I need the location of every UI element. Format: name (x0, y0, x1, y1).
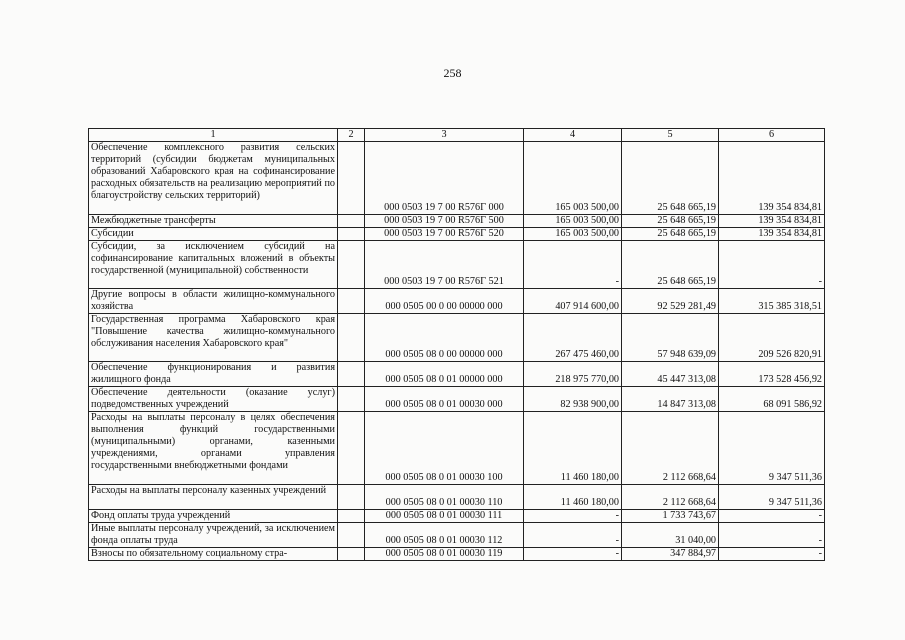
row-executed-cell: 1 733 743,67 (622, 510, 719, 523)
row-executed-cell: 2 112 668,64 (622, 412, 719, 485)
row-remainder-cell: 9 347 511,36 (719, 485, 825, 510)
row-plan-cell: - (524, 241, 622, 289)
row-col2-cell (338, 314, 365, 362)
row-code-cell: 000 0505 08 0 01 00030 111 (365, 510, 524, 523)
row-code-cell: 000 0503 19 7 00 R576Г 520 (365, 228, 524, 241)
row-name-cell: Обеспечение деятельности (оказание услуг) подведомственных учреждений (89, 387, 338, 412)
row-plan-cell: 11 460 180,00 (524, 485, 622, 510)
row-remainder-cell: 139 354 834,81 (719, 215, 825, 228)
row-col2-cell (338, 412, 365, 485)
budget-execution-table (88, 128, 825, 561)
row-plan-cell: 165 003 500,00 (524, 215, 622, 228)
table-row (89, 142, 825, 215)
column-header: 2 (338, 129, 365, 142)
row-code-cell: 000 0505 08 0 00 00000 000 (365, 314, 524, 362)
row-code-cell: 000 0505 00 0 00 00000 000 (365, 289, 524, 314)
row-plan-cell: 165 003 500,00 (524, 142, 622, 215)
row-name-cell: Обеспечение функционирования и развития жилищного фонда (89, 362, 338, 387)
row-col2-cell (338, 387, 365, 412)
row-col2-cell (338, 289, 365, 314)
table-row (89, 228, 825, 241)
row-plan-cell: 267 475 460,00 (524, 314, 622, 362)
table-row (89, 485, 825, 510)
row-col2-cell (338, 241, 365, 289)
row-plan-cell: 218 975 770,00 (524, 362, 622, 387)
row-remainder-cell: 68 091 586,92 (719, 387, 825, 412)
table-row (89, 548, 825, 561)
row-code-cell: 000 0503 19 7 00 R576Г 000 (365, 142, 524, 215)
row-code-cell: 000 0505 08 0 01 00030 100 (365, 412, 524, 485)
row-executed-cell: 25 648 665,19 (622, 215, 719, 228)
row-code-cell: 000 0503 19 7 00 R576Г 500 (365, 215, 524, 228)
row-col2-cell (338, 215, 365, 228)
row-plan-cell: 11 460 180,00 (524, 412, 622, 485)
table-row (89, 362, 825, 387)
row-name-cell: Расходы на выплаты персоналу в целях обеспечения выполнения функций государственными (муниципальными) органами, казенными учреждениями, органами управления государственными внебюджетными фондами (89, 412, 338, 485)
table-row (89, 510, 825, 523)
row-executed-cell: 25 648 665,19 (622, 142, 719, 215)
row-name-cell: Иные выплаты персоналу учреждений, за исключением фонда оплаты труда (89, 523, 338, 548)
row-executed-cell: 31 040,00 (622, 523, 719, 548)
row-code-cell: 000 0505 08 0 01 00030 119 (365, 548, 524, 561)
row-remainder-cell: - (719, 510, 825, 523)
table-header-row (89, 129, 825, 142)
column-header: 3 (365, 129, 524, 142)
row-plan-cell: - (524, 510, 622, 523)
row-executed-cell: 2 112 668,64 (622, 485, 719, 510)
row-plan-cell: 165 003 500,00 (524, 228, 622, 241)
row-col2-cell (338, 228, 365, 241)
row-plan-cell: - (524, 523, 622, 548)
row-remainder-cell: 315 385 318,51 (719, 289, 825, 314)
row-remainder-cell: - (719, 241, 825, 289)
row-plan-cell: - (524, 548, 622, 561)
row-name-cell: Другие вопросы в области жилищно-коммунального хозяйства (89, 289, 338, 314)
table-row (89, 387, 825, 412)
column-header: 6 (719, 129, 825, 142)
row-remainder-cell: 9 347 511,36 (719, 412, 825, 485)
row-executed-cell: 25 648 665,19 (622, 241, 719, 289)
row-plan-cell: 407 914 600,00 (524, 289, 622, 314)
row-remainder-cell: 209 526 820,91 (719, 314, 825, 362)
table-row (89, 412, 825, 485)
row-code-cell: 000 0505 08 0 01 00000 000 (365, 362, 524, 387)
row-code-cell: 000 0505 08 0 01 00030 000 (365, 387, 524, 412)
row-code-cell: 000 0505 08 0 01 00030 112 (365, 523, 524, 548)
column-header: 4 (524, 129, 622, 142)
page-number: 258 (443, 66, 462, 80)
row-executed-cell: 57 948 639,09 (622, 314, 719, 362)
row-executed-cell: 92 529 281,49 (622, 289, 719, 314)
column-header: 5 (622, 129, 719, 142)
row-name-cell: Взносы по обязательному социальному стра- (89, 548, 338, 561)
row-col2-cell (338, 485, 365, 510)
row-remainder-cell: 139 354 834,81 (719, 142, 825, 215)
table-row (89, 314, 825, 362)
row-code-cell: 000 0505 08 0 01 00030 110 (365, 485, 524, 510)
row-remainder-cell: 139 354 834,81 (719, 228, 825, 241)
table-row (89, 241, 825, 289)
row-col2-cell (338, 523, 365, 548)
row-col2-cell (338, 362, 365, 387)
table-row (89, 289, 825, 314)
row-executed-cell: 14 847 313,08 (622, 387, 719, 412)
row-col2-cell (338, 142, 365, 215)
column-header: 1 (89, 129, 338, 142)
row-name-cell: Фонд оплаты труда учреждений (89, 510, 338, 523)
row-plan-cell: 82 938 900,00 (524, 387, 622, 412)
row-remainder-cell: 173 528 456,92 (719, 362, 825, 387)
row-col2-cell (338, 548, 365, 561)
row-name-cell: Субсидии, за исключением субсидий на софинансирование капитальных вложений в объекты государственной (муниципальной) собственности (89, 241, 338, 289)
row-executed-cell: 45 447 313,08 (622, 362, 719, 387)
row-executed-cell: 347 884,97 (622, 548, 719, 561)
row-name-cell: Межбюджетные трансферты (89, 215, 338, 228)
row-name-cell: Обеспечение комплексного развития сельских территорий (субсидии бюджетам муниципальных образований Хабаровского края на софинансирование расходных обязательств на реализацию мероприятий по благоустройству сельских территорий) (89, 142, 338, 215)
row-code-cell: 000 0503 19 7 00 R576Г 521 (365, 241, 524, 289)
row-name-cell: Субсидии (89, 228, 338, 241)
table-row (89, 523, 825, 548)
row-col2-cell (338, 510, 365, 523)
row-name-cell: Расходы на выплаты персоналу казенных учреждений (89, 485, 338, 510)
table-row (89, 215, 825, 228)
row-remainder-cell: - (719, 548, 825, 561)
row-executed-cell: 25 648 665,19 (622, 228, 719, 241)
row-remainder-cell: - (719, 523, 825, 548)
row-name-cell: Государственная программа Хабаровского края "Повышение качества жилищно-коммунального обслуживания населения Хабаровского края" (89, 314, 338, 362)
